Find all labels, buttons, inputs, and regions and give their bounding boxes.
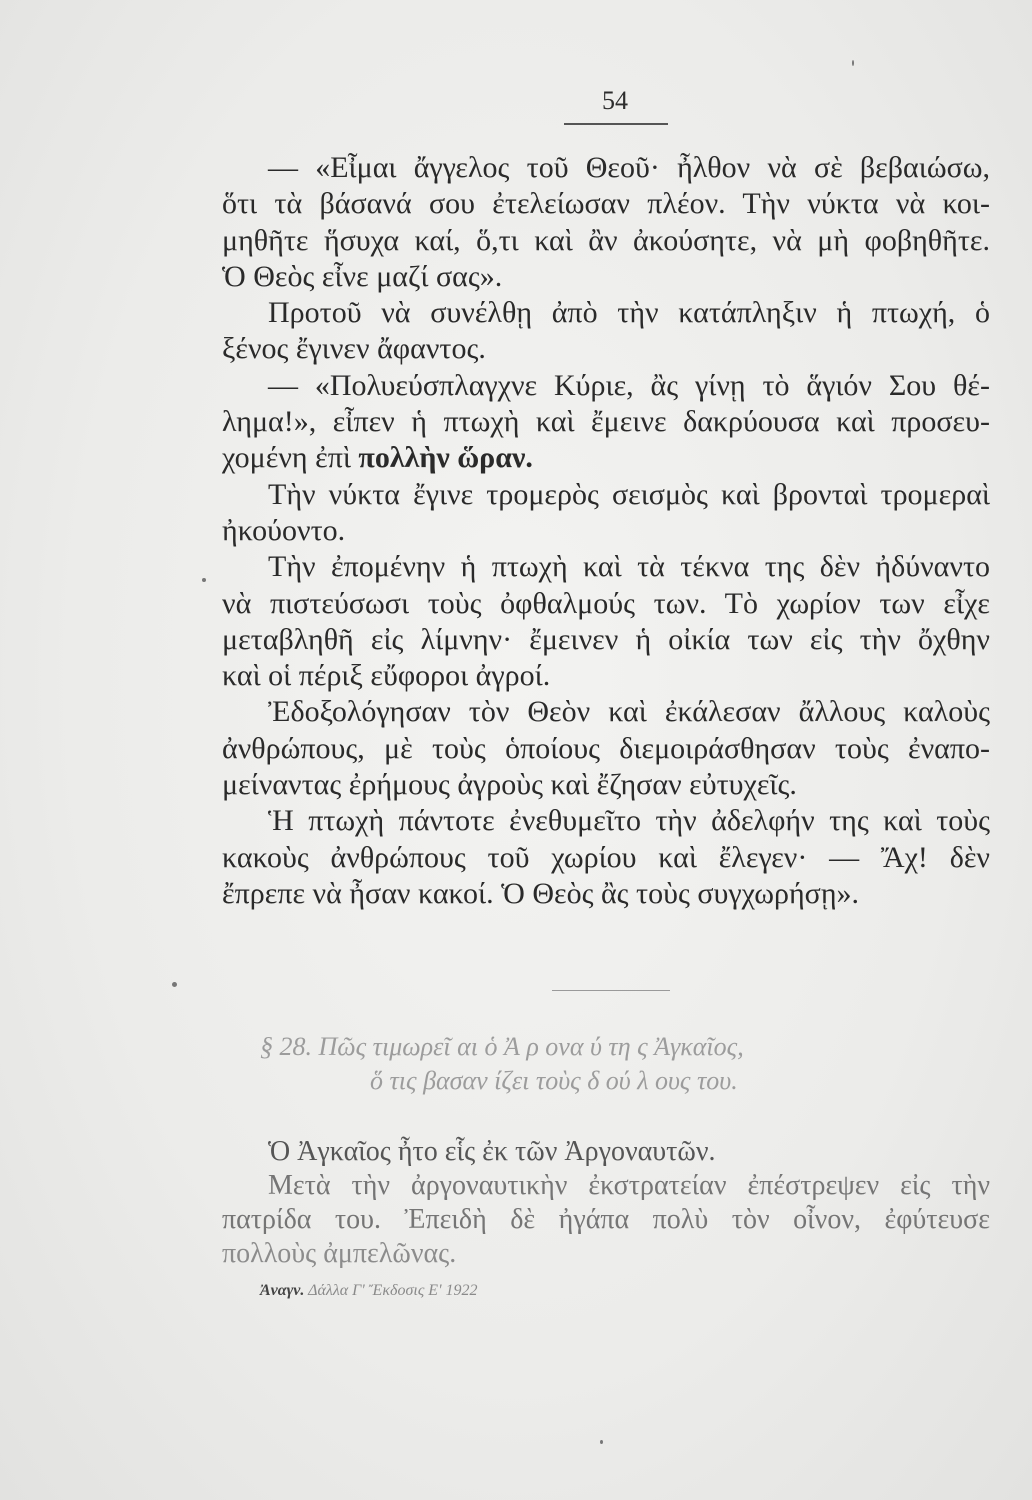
text-line: ἀνθρώπους, μὲ τοὺς ὁποίους διεμοιράσθησαν τοὺς ἐναπο- — [222, 731, 990, 765]
page-number: 54 — [602, 86, 628, 115]
page-number-rule — [564, 123, 668, 125]
text-line: — «Πολυεύσπλαγχνε Κύριε, ἂς γίνῃ τὸ ἅγιόν Σου θέ- — [268, 368, 990, 402]
margin-speck — [852, 60, 854, 66]
text-line: πατρίδα του. Ἐπειδὴ δὲ ἠγάπα πολὺ τὸν οἶνον, ἐφύτευσε — [222, 1204, 990, 1235]
text-line: μεταβληθῆ εἰς λίμνην· ἔμεινεν ἡ οἰκία των εἰς τὴν ὄχθην — [222, 622, 990, 656]
text-line: Μετὰ τὴν ἀργοναυτικὴν ἐκστρατείαν ἐπέστρεψεν εἰς τὴν — [268, 1170, 990, 1201]
text-line: Προτοῦ νὰ συνέλθῃ ἀπὸ τὴν κατάπληξιν ἡ πτωχή, ὁ — [268, 296, 990, 330]
story-text — [222, 150, 990, 912]
text-line: λημα!», εἶπεν ἡ πτωχὴ καὶ ἔμεινε δακρύουσα καὶ προσευ- — [222, 405, 990, 439]
text-line: Ἐδοξολόγησαν τὸν Θεὸν καὶ ἐκάλεσαν ἄλλους καλοὺς — [268, 695, 990, 729]
footer-abbreviation: Ἀναγν. — [260, 1282, 305, 1299]
margin-speck — [600, 1440, 603, 1444]
page-footer — [260, 1282, 760, 1300]
text-line: Ὁ Θεὸς εἶνε μαζί σας». — [222, 259, 503, 293]
text-line: ὅτι τὰ βάσανά σου ἐτελείωσαν πλέον. Τὴν νύκτα νὰ κοι- — [222, 187, 990, 221]
text-line: ἠκούοντο. — [222, 513, 346, 547]
text-line: ἔπρεπε νὰ ἦσαν κακοί. Ὁ Θεὸς ἂς τοὺς συγχωρήσῃ». — [222, 876, 860, 910]
text-line: χομένη ἐπὶ πολλὴν ὥραν. — [222, 441, 533, 475]
text-line: μηθῆτε ἥσυχα καί, ὅ,τι καὶ ἂν ἀκούσητε, νὰ μὴ φοβηθῆτε. — [222, 223, 990, 257]
text-line: πολλοὺς ἀμπελῶνας. — [222, 1238, 457, 1269]
section-text — [222, 1135, 990, 1271]
footer-edition: Δάλλα Γ' Ἔκδοσις Ε' 1922 — [308, 1282, 478, 1299]
margin-speck — [202, 578, 206, 582]
text-line: καὶ οἱ πέριξ εὔφοροι ἀγροί. — [222, 659, 551, 693]
section-heading — [260, 1030, 990, 1098]
section-separator — [552, 990, 670, 991]
bold-phrase: πολλὴν ὥραν. — [358, 441, 533, 475]
margin-speck — [172, 982, 177, 987]
text-line: Τὴν νύκτα ἔγινε τρομερὸς σεισμὸς καὶ βρονταὶ τρομεραὶ — [268, 477, 990, 511]
section-heading-line-2: ὅ τις βασαν ίζει τοὺς δ ού λ ους του. — [370, 1066, 738, 1095]
text-line: νὰ πιστεύσωσι τοὺς ὀφθαλμούς των. Τὸ χωρίον των εἶχε — [222, 586, 990, 620]
text-line: Τὴν ἐπομένην ἡ πτωχὴ καὶ τὰ τέκνα της δὲν ἠδύναντο — [268, 550, 990, 584]
text-line: — «Εἶμαι ἄγγελος τοῦ Θεοῦ· ἦλθον νὰ σὲ βεβαιώσω, — [268, 151, 990, 184]
text-line: Ὁ Ἀγκαῖος ἦτο εἷς ἐκ τῶν Ἀργοναυτῶν. — [268, 1136, 716, 1167]
text-line: κακοὺς ἀνθρώπους τοῦ χωρίου καὶ ἔλεγεν· — Ἄχ! δὲν — [222, 840, 990, 874]
section-heading-line-1: § 28. Πῶς τιμωρεῖ αι ὁ Ἀ ρ ονα ύ τη ς Ἀγκαῖος, — [260, 1032, 744, 1061]
text-line: μείναντας ἐρήμους ἀγροὺς καὶ ἔζησαν εὐτυχεῖς. — [222, 768, 797, 802]
text-line: Ἡ πτωχὴ πάντοτε ἐνεθυμεῖτο τὴν ἀδελφήν της καὶ τοὺς — [268, 804, 990, 838]
text-line: ξένος ἔγινεν ἄφαντος. — [222, 332, 486, 366]
